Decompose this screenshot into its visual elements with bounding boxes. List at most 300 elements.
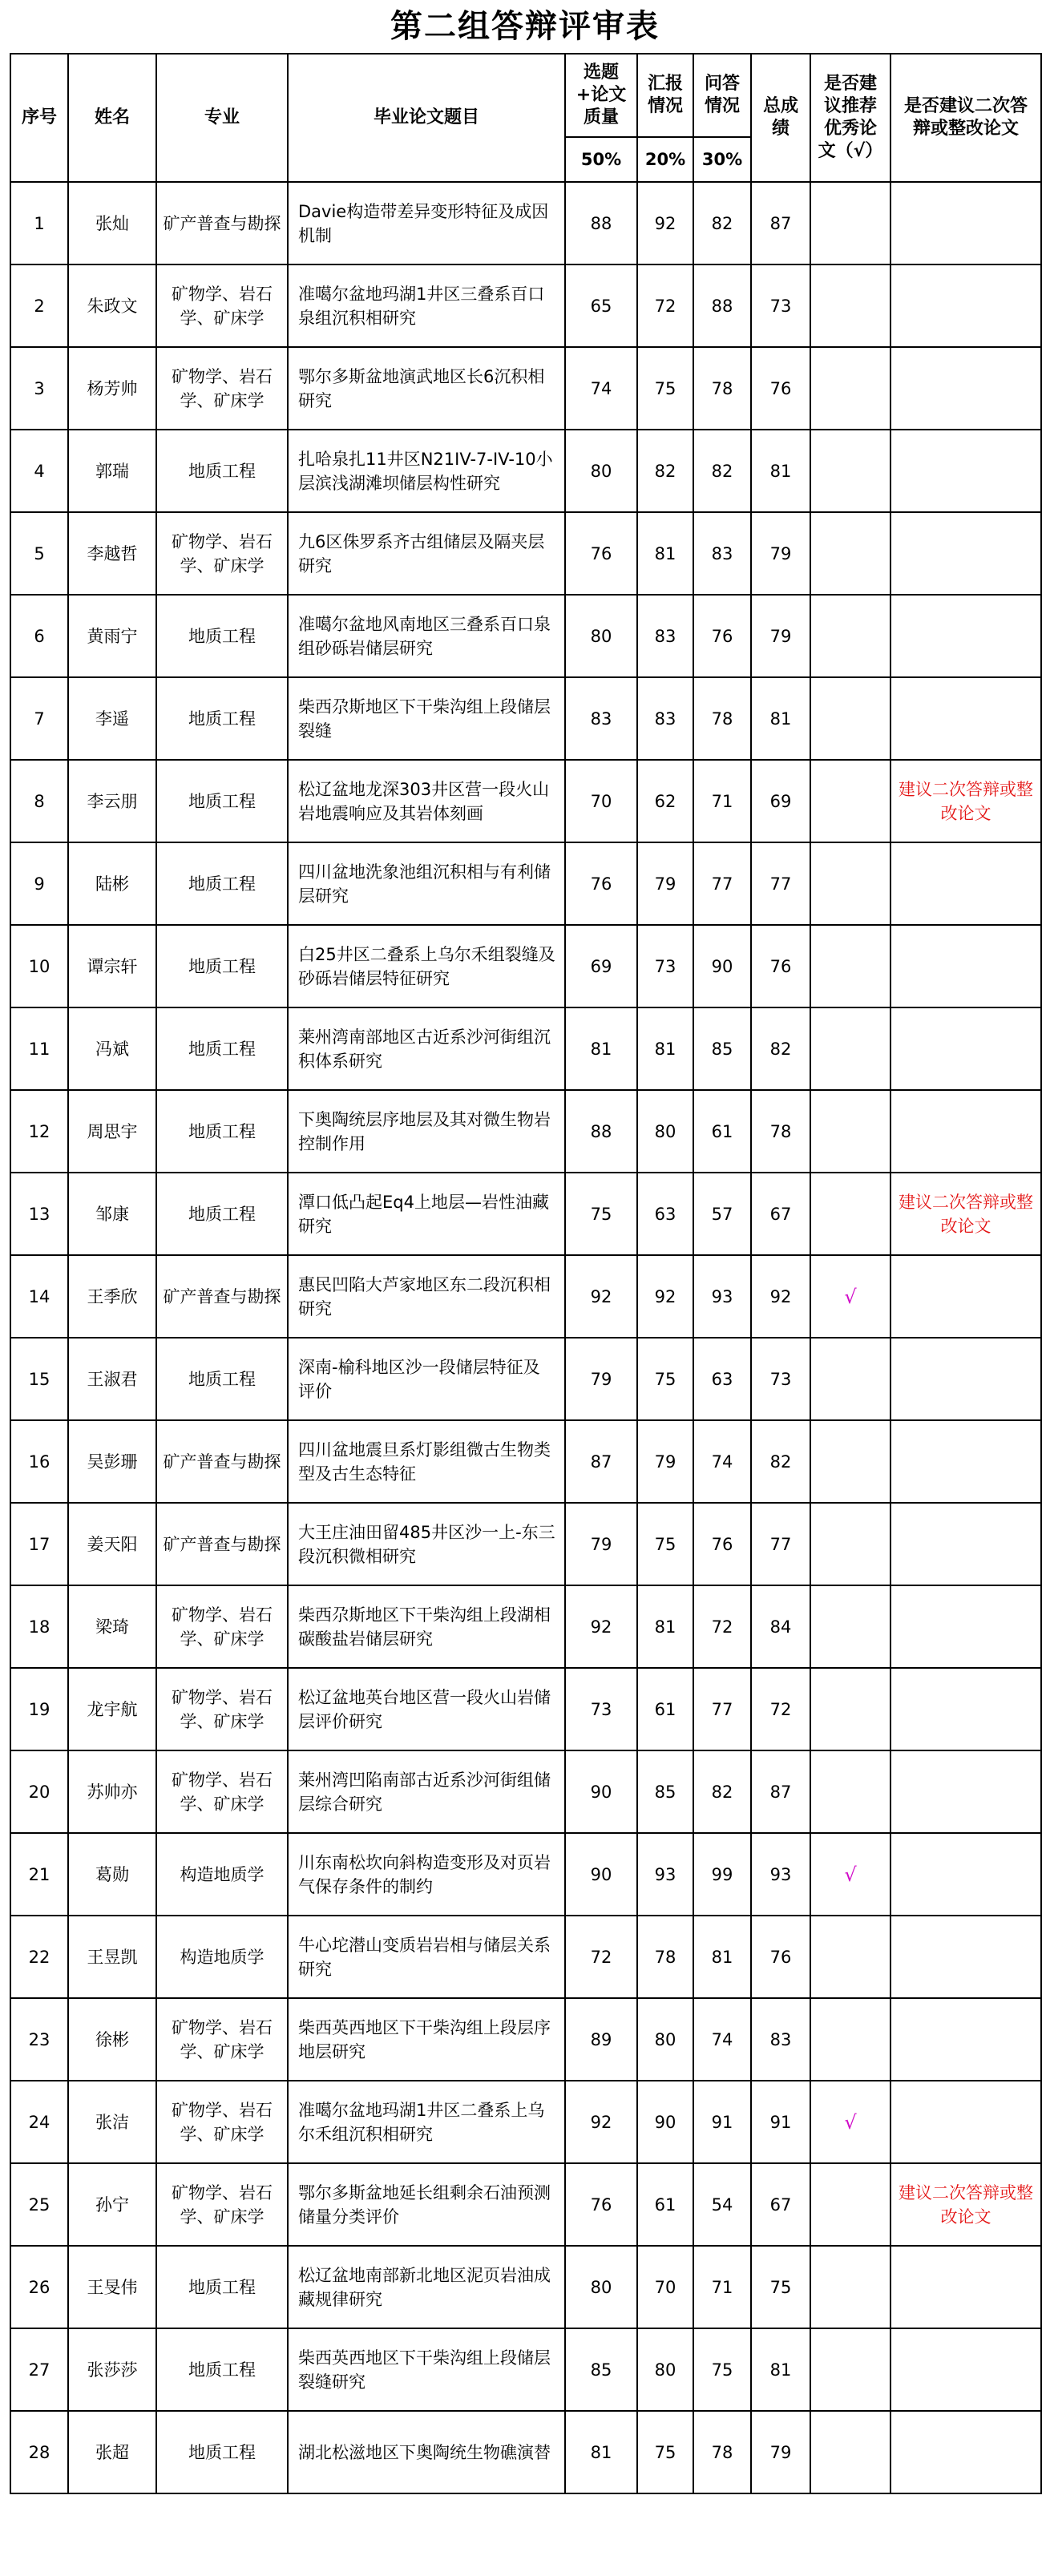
cell-score-report: 62 [637, 760, 693, 842]
cell-score-quality: 81 [565, 2411, 637, 2493]
cell-major: 地质工程 [156, 1338, 288, 1420]
cell-total: 82 [751, 1007, 810, 1090]
cell-topic: 牛心坨潜山变质岩岩相与储层关系研究 [288, 1916, 565, 1998]
table-body [10, 182, 1041, 2493]
cell-name: 梁琦 [68, 1585, 156, 1668]
table-row [10, 1998, 1041, 2081]
cell-score-quality: 81 [565, 1007, 637, 1090]
cell-recommend [810, 760, 890, 842]
cell-topic: 准噶尔盆地玛湖1井区二叠系上乌尔禾组沉积相研究 [288, 2081, 565, 2163]
cell-score-report: 75 [637, 1338, 693, 1420]
header-score-report: 汇报情况 [637, 54, 693, 137]
cell-revise [890, 2246, 1041, 2328]
cell-major: 矿物学、岩石学、矿床学 [156, 347, 288, 430]
cell-recommend [810, 1007, 890, 1090]
cell-recommend [810, 264, 890, 347]
cell-total: 75 [751, 2246, 810, 2328]
cell-score-quality: 69 [565, 925, 637, 1007]
cell-score-quality: 80 [565, 595, 637, 677]
cell-score-quality: 88 [565, 182, 637, 264]
cell-major: 构造地质学 [156, 1833, 288, 1916]
cell-revise [890, 925, 1041, 1007]
table-row [10, 2081, 1041, 2163]
cell-score-quality: 90 [565, 1833, 637, 1916]
cell-score-report: 80 [637, 1998, 693, 2081]
cell-score-quality: 83 [565, 677, 637, 760]
cell-score-qa: 83 [693, 512, 751, 595]
table-row [10, 2163, 1041, 2246]
cell-score-qa: 90 [693, 925, 751, 1007]
cell-major: 矿产普查与勘探 [156, 1255, 288, 1338]
cell-major: 矿产普查与勘探 [156, 1503, 288, 1585]
cell-name: 王淑君 [68, 1338, 156, 1420]
cell-name: 苏帅亦 [68, 1750, 156, 1833]
cell-recommend [810, 1338, 890, 1420]
cell-score-quality: 88 [565, 1090, 637, 1173]
header-name: 姓名 [68, 54, 156, 182]
cell-index: 13 [10, 1173, 68, 1255]
cell-revise [890, 1998, 1041, 2081]
table-row [10, 1420, 1041, 1503]
cell-index: 27 [10, 2328, 68, 2411]
table-row [10, 1255, 1041, 1338]
cell-index: 11 [10, 1007, 68, 1090]
cell-total: 92 [751, 1255, 810, 1338]
cell-score-qa: 82 [693, 182, 751, 264]
cell-index: 26 [10, 2246, 68, 2328]
cell-score-quality: 70 [565, 760, 637, 842]
cell-recommend [810, 1503, 890, 1585]
cell-topic: 柴西尕斯地区下干柴沟组上段湖相碳酸盐岩储层研究 [288, 1585, 565, 1668]
cell-major: 地质工程 [156, 925, 288, 1007]
cell-score-report: 93 [637, 1833, 693, 1916]
cell-recommend [810, 925, 890, 1007]
table-row [10, 347, 1041, 430]
cell-recommend [810, 1916, 890, 1998]
cell-recommend [810, 2328, 890, 2411]
cell-score-quality: 75 [565, 1173, 637, 1255]
table-row [10, 2411, 1041, 2493]
cell-revise [890, 1007, 1041, 1090]
cell-index: 5 [10, 512, 68, 595]
cell-revise [890, 1255, 1041, 1338]
cell-name: 周思宇 [68, 1090, 156, 1173]
cell-score-qa: 81 [693, 1916, 751, 1998]
cell-name: 李云朋 [68, 760, 156, 842]
cell-total: 76 [751, 925, 810, 1007]
cell-recommend [810, 1090, 890, 1173]
cell-name: 龙宇航 [68, 1668, 156, 1750]
cell-index: 25 [10, 2163, 68, 2246]
cell-topic: 四川盆地震旦系灯影组微古生物类型及古生态特征 [288, 1420, 565, 1503]
cell-index: 23 [10, 1998, 68, 2081]
cell-topic: 莱州湾凹陷南部古近系沙河街组储层综合研究 [288, 1750, 565, 1833]
cell-topic: 准噶尔盆地风南地区三叠系百口泉组砂砾岩储层研究 [288, 595, 565, 677]
cell-score-report: 92 [637, 1255, 693, 1338]
cell-score-quality: 92 [565, 2081, 637, 2163]
table-row [10, 1173, 1041, 1255]
cell-name: 王季欣 [68, 1255, 156, 1338]
header-index: 序号 [10, 54, 68, 182]
cell-major: 矿物学、岩石学、矿床学 [156, 264, 288, 347]
cell-recommend [810, 1668, 890, 1750]
sheet-title: 第二组答辩评审表 [390, 7, 660, 45]
cell-name: 李越哲 [68, 512, 156, 595]
cell-score-qa: 63 [693, 1338, 751, 1420]
cell-score-qa: 57 [693, 1173, 751, 1255]
cell-index: 28 [10, 2411, 68, 2493]
cell-total: 67 [751, 2163, 810, 2246]
cell-major: 矿物学、岩石学、矿床学 [156, 1998, 288, 2081]
cell-topic: 松辽盆地英台地区营一段火山岩储层评价研究 [288, 1668, 565, 1750]
cell-total: 67 [751, 1173, 810, 1255]
cell-score-quality: 65 [565, 264, 637, 347]
cell-major: 地质工程 [156, 2246, 288, 2328]
cell-revise [890, 2411, 1041, 2493]
cell-major: 地质工程 [156, 1090, 288, 1173]
cell-index: 8 [10, 760, 68, 842]
cell-score-report: 72 [637, 264, 693, 347]
cell-revise [890, 1750, 1041, 1833]
cell-score-quality: 92 [565, 1585, 637, 1668]
cell-score-quality: 87 [565, 1420, 637, 1503]
cell-score-quality: 79 [565, 1503, 637, 1585]
cell-score-qa: 93 [693, 1255, 751, 1338]
cell-index: 4 [10, 430, 68, 512]
cell-revise [890, 264, 1041, 347]
cell-score-qa: 85 [693, 1007, 751, 1090]
cell-score-quality: 85 [565, 2328, 637, 2411]
cell-topic: 莱州湾南部地区古近系沙河街组沉积体系研究 [288, 1007, 565, 1090]
table-row [10, 1668, 1041, 1750]
cell-index: 3 [10, 347, 68, 430]
cell-name: 杨芳帅 [68, 347, 156, 430]
cell-name: 陆彬 [68, 842, 156, 925]
cell-score-qa: 72 [693, 1585, 751, 1668]
cell-name: 王旻伟 [68, 2246, 156, 2328]
cell-recommend [810, 1173, 890, 1255]
cell-score-qa: 71 [693, 760, 751, 842]
cell-recommend [810, 2246, 890, 2328]
cell-score-qa: 75 [693, 2328, 751, 2411]
cell-score-report: 63 [637, 1173, 693, 1255]
cell-score-qa: 99 [693, 1833, 751, 1916]
cell-total: 84 [751, 1585, 810, 1668]
cell-name: 张莎莎 [68, 2328, 156, 2411]
cell-topic: 松辽盆地龙深303井区营一段火山岩地震响应及其岩体刻画 [288, 760, 565, 842]
cell-topic: 九6区侏罗系齐古组储层及隔夹层研究 [288, 512, 565, 595]
table-row [10, 925, 1041, 1007]
cell-major: 地质工程 [156, 2328, 288, 2411]
cell-index: 12 [10, 1090, 68, 1173]
cell-score-report: 61 [637, 2163, 693, 2246]
table-row [10, 512, 1041, 595]
cell-recommend [810, 512, 890, 595]
cell-score-qa: 82 [693, 430, 751, 512]
cell-major: 矿产普查与勘探 [156, 182, 288, 264]
cell-total: 72 [751, 1668, 810, 1750]
cell-recommend [810, 595, 890, 677]
cell-name: 王昱凯 [68, 1916, 156, 1998]
cell-recommend [810, 347, 890, 430]
cell-topic: 鄂尔多斯盆地延长组剩余石油预测储量分类评价 [288, 2163, 565, 2246]
table-row [10, 430, 1041, 512]
cell-total: 77 [751, 842, 810, 925]
cell-topic: 准噶尔盆地玛湖1井区三叠系百口泉组沉积相研究 [288, 264, 565, 347]
cell-score-report: 85 [637, 1750, 693, 1833]
cell-major: 地质工程 [156, 842, 288, 925]
cell-score-qa: 76 [693, 1503, 751, 1585]
cell-name: 张灿 [68, 182, 156, 264]
cell-recommend [810, 182, 890, 264]
cell-revise [890, 512, 1041, 595]
cell-total: 83 [751, 1998, 810, 2081]
cell-index: 7 [10, 677, 68, 760]
cell-score-qa: 74 [693, 1420, 751, 1503]
cell-name: 邹康 [68, 1173, 156, 1255]
cell-score-quality: 92 [565, 1255, 637, 1338]
cell-total: 76 [751, 1916, 810, 1998]
cell-index: 22 [10, 1916, 68, 1998]
cell-total: 69 [751, 760, 810, 842]
table-row [10, 760, 1041, 842]
cell-topic: 深南-榆科地区沙一段储层特征及评价 [288, 1338, 565, 1420]
cell-revise: 建议二次答辩或整改论文 [890, 760, 1041, 842]
cell-topic: 白25井区二叠系上乌尔禾组裂缝及砂砾岩储层特征研究 [288, 925, 565, 1007]
cell-score-quality: 80 [565, 2246, 637, 2328]
header-score-quality: 选题+论文质量 [565, 54, 637, 137]
cell-revise [890, 2328, 1041, 2411]
cell-score-quality: 80 [565, 430, 637, 512]
cell-name: 张洁 [68, 2081, 156, 2163]
cell-recommend: √ [810, 1255, 890, 1338]
cell-score-report: 92 [637, 182, 693, 264]
cell-name: 郭瑞 [68, 430, 156, 512]
cell-topic: 川东南松坎向斜构造变形及对页岩气保存条件的制约 [288, 1833, 565, 1916]
cell-topic: 松辽盆地南部新北地区泥页岩油成藏规律研究 [288, 2246, 565, 2328]
cell-score-qa: 76 [693, 595, 751, 677]
cell-topic: 大王庄油田留485井区沙一上-东三段沉积微相研究 [288, 1503, 565, 1585]
cell-score-quality: 76 [565, 512, 637, 595]
cell-score-quality: 90 [565, 1750, 637, 1833]
table-row [10, 842, 1041, 925]
cell-major: 矿物学、岩石学、矿床学 [156, 2081, 288, 2163]
cell-recommend [810, 2411, 890, 2493]
cell-score-report: 73 [637, 925, 693, 1007]
cell-total: 91 [751, 2081, 810, 2163]
cell-topic: Davie构造带差异变形特征及成因机制 [288, 182, 565, 264]
cell-revise [890, 1668, 1041, 1750]
cell-score-qa: 77 [693, 842, 751, 925]
cell-revise [890, 842, 1041, 925]
header-major: 专业 [156, 54, 288, 182]
cell-index: 6 [10, 595, 68, 677]
cell-index: 20 [10, 1750, 68, 1833]
cell-total: 76 [751, 347, 810, 430]
cell-major: 矿物学、岩石学、矿床学 [156, 512, 288, 595]
cell-revise [890, 1503, 1041, 1585]
cell-score-quality: 73 [565, 1668, 637, 1750]
cell-score-report: 82 [637, 430, 693, 512]
cell-score-report: 81 [637, 1007, 693, 1090]
cell-score-qa: 77 [693, 1668, 751, 1750]
table-row [10, 182, 1041, 264]
cell-score-report: 90 [637, 2081, 693, 2163]
cell-revise [890, 677, 1041, 760]
cell-index: 14 [10, 1255, 68, 1338]
cell-major: 矿物学、岩石学、矿床学 [156, 1668, 288, 1750]
header-weight-quality: 50% [565, 137, 637, 182]
cell-score-qa: 71 [693, 2246, 751, 2328]
cell-total: 81 [751, 430, 810, 512]
cell-total: 78 [751, 1090, 810, 1173]
cell-index: 21 [10, 1833, 68, 1916]
cell-major: 地质工程 [156, 760, 288, 842]
cell-major: 矿产普查与勘探 [156, 1420, 288, 1503]
table-row [10, 1916, 1041, 1998]
cell-major: 地质工程 [156, 677, 288, 760]
table-row [10, 1750, 1041, 1833]
cell-score-qa: 91 [693, 2081, 751, 2163]
cell-major: 矿物学、岩石学、矿床学 [156, 1585, 288, 1668]
cell-score-report: 80 [637, 2328, 693, 2411]
cell-total: 73 [751, 264, 810, 347]
table-row [10, 1007, 1041, 1090]
table-row [10, 677, 1041, 760]
header-revise: 是否建议二次答辩或整改论文 [890, 54, 1041, 182]
header-weight-report: 20% [637, 137, 693, 182]
cell-recommend: √ [810, 2081, 890, 2163]
cell-topic: 湖北松滋地区下奥陶统生物礁演替 [288, 2411, 565, 2493]
cell-revise [890, 347, 1041, 430]
cell-score-qa: 54 [693, 2163, 751, 2246]
header-total: 总成绩 [751, 54, 810, 182]
cell-topic: 柴西英西地区下干柴沟组上段层序地层研究 [288, 1998, 565, 2081]
cell-score-report: 81 [637, 512, 693, 595]
cell-score-report: 78 [637, 1916, 693, 1998]
cell-score-report: 75 [637, 1503, 693, 1585]
cell-name: 李遥 [68, 677, 156, 760]
cell-recommend [810, 677, 890, 760]
table-row [10, 1338, 1041, 1420]
cell-topic: 柴西尕斯地区下干柴沟组上段储层裂缝 [288, 677, 565, 760]
review-table [10, 53, 1042, 2494]
cell-revise [890, 1090, 1041, 1173]
cell-score-quality: 74 [565, 347, 637, 430]
cell-index: 9 [10, 842, 68, 925]
cell-revise: 建议二次答辩或整改论文 [890, 2163, 1041, 2246]
cell-revise [890, 595, 1041, 677]
table-row [10, 264, 1041, 347]
header-score-qa: 问答情况 [693, 54, 751, 137]
cell-total: 73 [751, 1338, 810, 1420]
cell-recommend [810, 1420, 890, 1503]
cell-revise [890, 1585, 1041, 1668]
cell-score-qa: 61 [693, 1090, 751, 1173]
cell-score-report: 83 [637, 677, 693, 760]
table-row [10, 1833, 1041, 1916]
cell-name: 朱政文 [68, 264, 156, 347]
cell-topic: 潭口低凸起Eq4上地层—岩性油藏研究 [288, 1173, 565, 1255]
cell-score-qa: 78 [693, 347, 751, 430]
table-row [10, 1503, 1041, 1585]
cell-name: 黄雨宁 [68, 595, 156, 677]
cell-name: 孙宁 [68, 2163, 156, 2246]
cell-score-qa: 82 [693, 1750, 751, 1833]
cell-score-report: 70 [637, 2246, 693, 2328]
cell-score-qa: 74 [693, 1998, 751, 2081]
table-row [10, 1585, 1041, 1668]
cell-score-quality: 79 [565, 1338, 637, 1420]
cell-recommend [810, 430, 890, 512]
cell-score-report: 75 [637, 347, 693, 430]
cell-name: 冯斌 [68, 1007, 156, 1090]
header-topic: 毕业论文题目 [288, 54, 565, 182]
cell-major: 地质工程 [156, 430, 288, 512]
cell-score-qa: 88 [693, 264, 751, 347]
table-row [10, 595, 1041, 677]
cell-index: 17 [10, 1503, 68, 1585]
cell-index: 2 [10, 264, 68, 347]
cell-major: 矿物学、岩石学、矿床学 [156, 2163, 288, 2246]
cell-score-report: 75 [637, 2411, 693, 2493]
cell-revise [890, 1338, 1041, 1420]
cell-index: 18 [10, 1585, 68, 1668]
cell-total: 93 [751, 1833, 810, 1916]
cell-recommend [810, 1998, 890, 2081]
header-recommend: 是否建议推荐优秀论文（√） [810, 54, 890, 182]
cell-recommend: √ [810, 1833, 890, 1916]
cell-index: 24 [10, 2081, 68, 2163]
cell-revise [890, 1420, 1041, 1503]
cell-total: 87 [751, 1750, 810, 1833]
cell-score-quality: 76 [565, 2163, 637, 2246]
cell-total: 82 [751, 1420, 810, 1503]
cell-major: 地质工程 [156, 2411, 288, 2493]
cell-score-quality: 76 [565, 842, 637, 925]
cell-revise [890, 2081, 1041, 2163]
cell-recommend [810, 842, 890, 925]
cell-revise [890, 430, 1041, 512]
cell-name: 谭宗轩 [68, 925, 156, 1007]
cell-index: 15 [10, 1338, 68, 1420]
cell-major: 地质工程 [156, 1007, 288, 1090]
cell-total: 79 [751, 512, 810, 595]
cell-index: 16 [10, 1420, 68, 1503]
cell-index: 1 [10, 182, 68, 264]
cell-name: 张超 [68, 2411, 156, 2493]
cell-score-quality: 89 [565, 1998, 637, 2081]
cell-major: 地质工程 [156, 1173, 288, 1255]
cell-score-report: 80 [637, 1090, 693, 1173]
cell-major: 矿物学、岩石学、矿床学 [156, 1750, 288, 1833]
cell-total: 87 [751, 182, 810, 264]
table-row [10, 2246, 1041, 2328]
cell-major: 构造地质学 [156, 1916, 288, 1998]
cell-recommend [810, 2163, 890, 2246]
table-row [10, 2328, 1041, 2411]
cell-topic: 下奥陶统层序地层及其对微生物岩控制作用 [288, 1090, 565, 1173]
cell-revise [890, 1833, 1041, 1916]
cell-score-report: 81 [637, 1585, 693, 1668]
cell-total: 77 [751, 1503, 810, 1585]
cell-total: 79 [751, 2411, 810, 2493]
cell-major: 地质工程 [156, 595, 288, 677]
cell-revise [890, 182, 1041, 264]
cell-total: 81 [751, 2328, 810, 2411]
cell-name: 葛勋 [68, 1833, 156, 1916]
cell-index: 10 [10, 925, 68, 1007]
